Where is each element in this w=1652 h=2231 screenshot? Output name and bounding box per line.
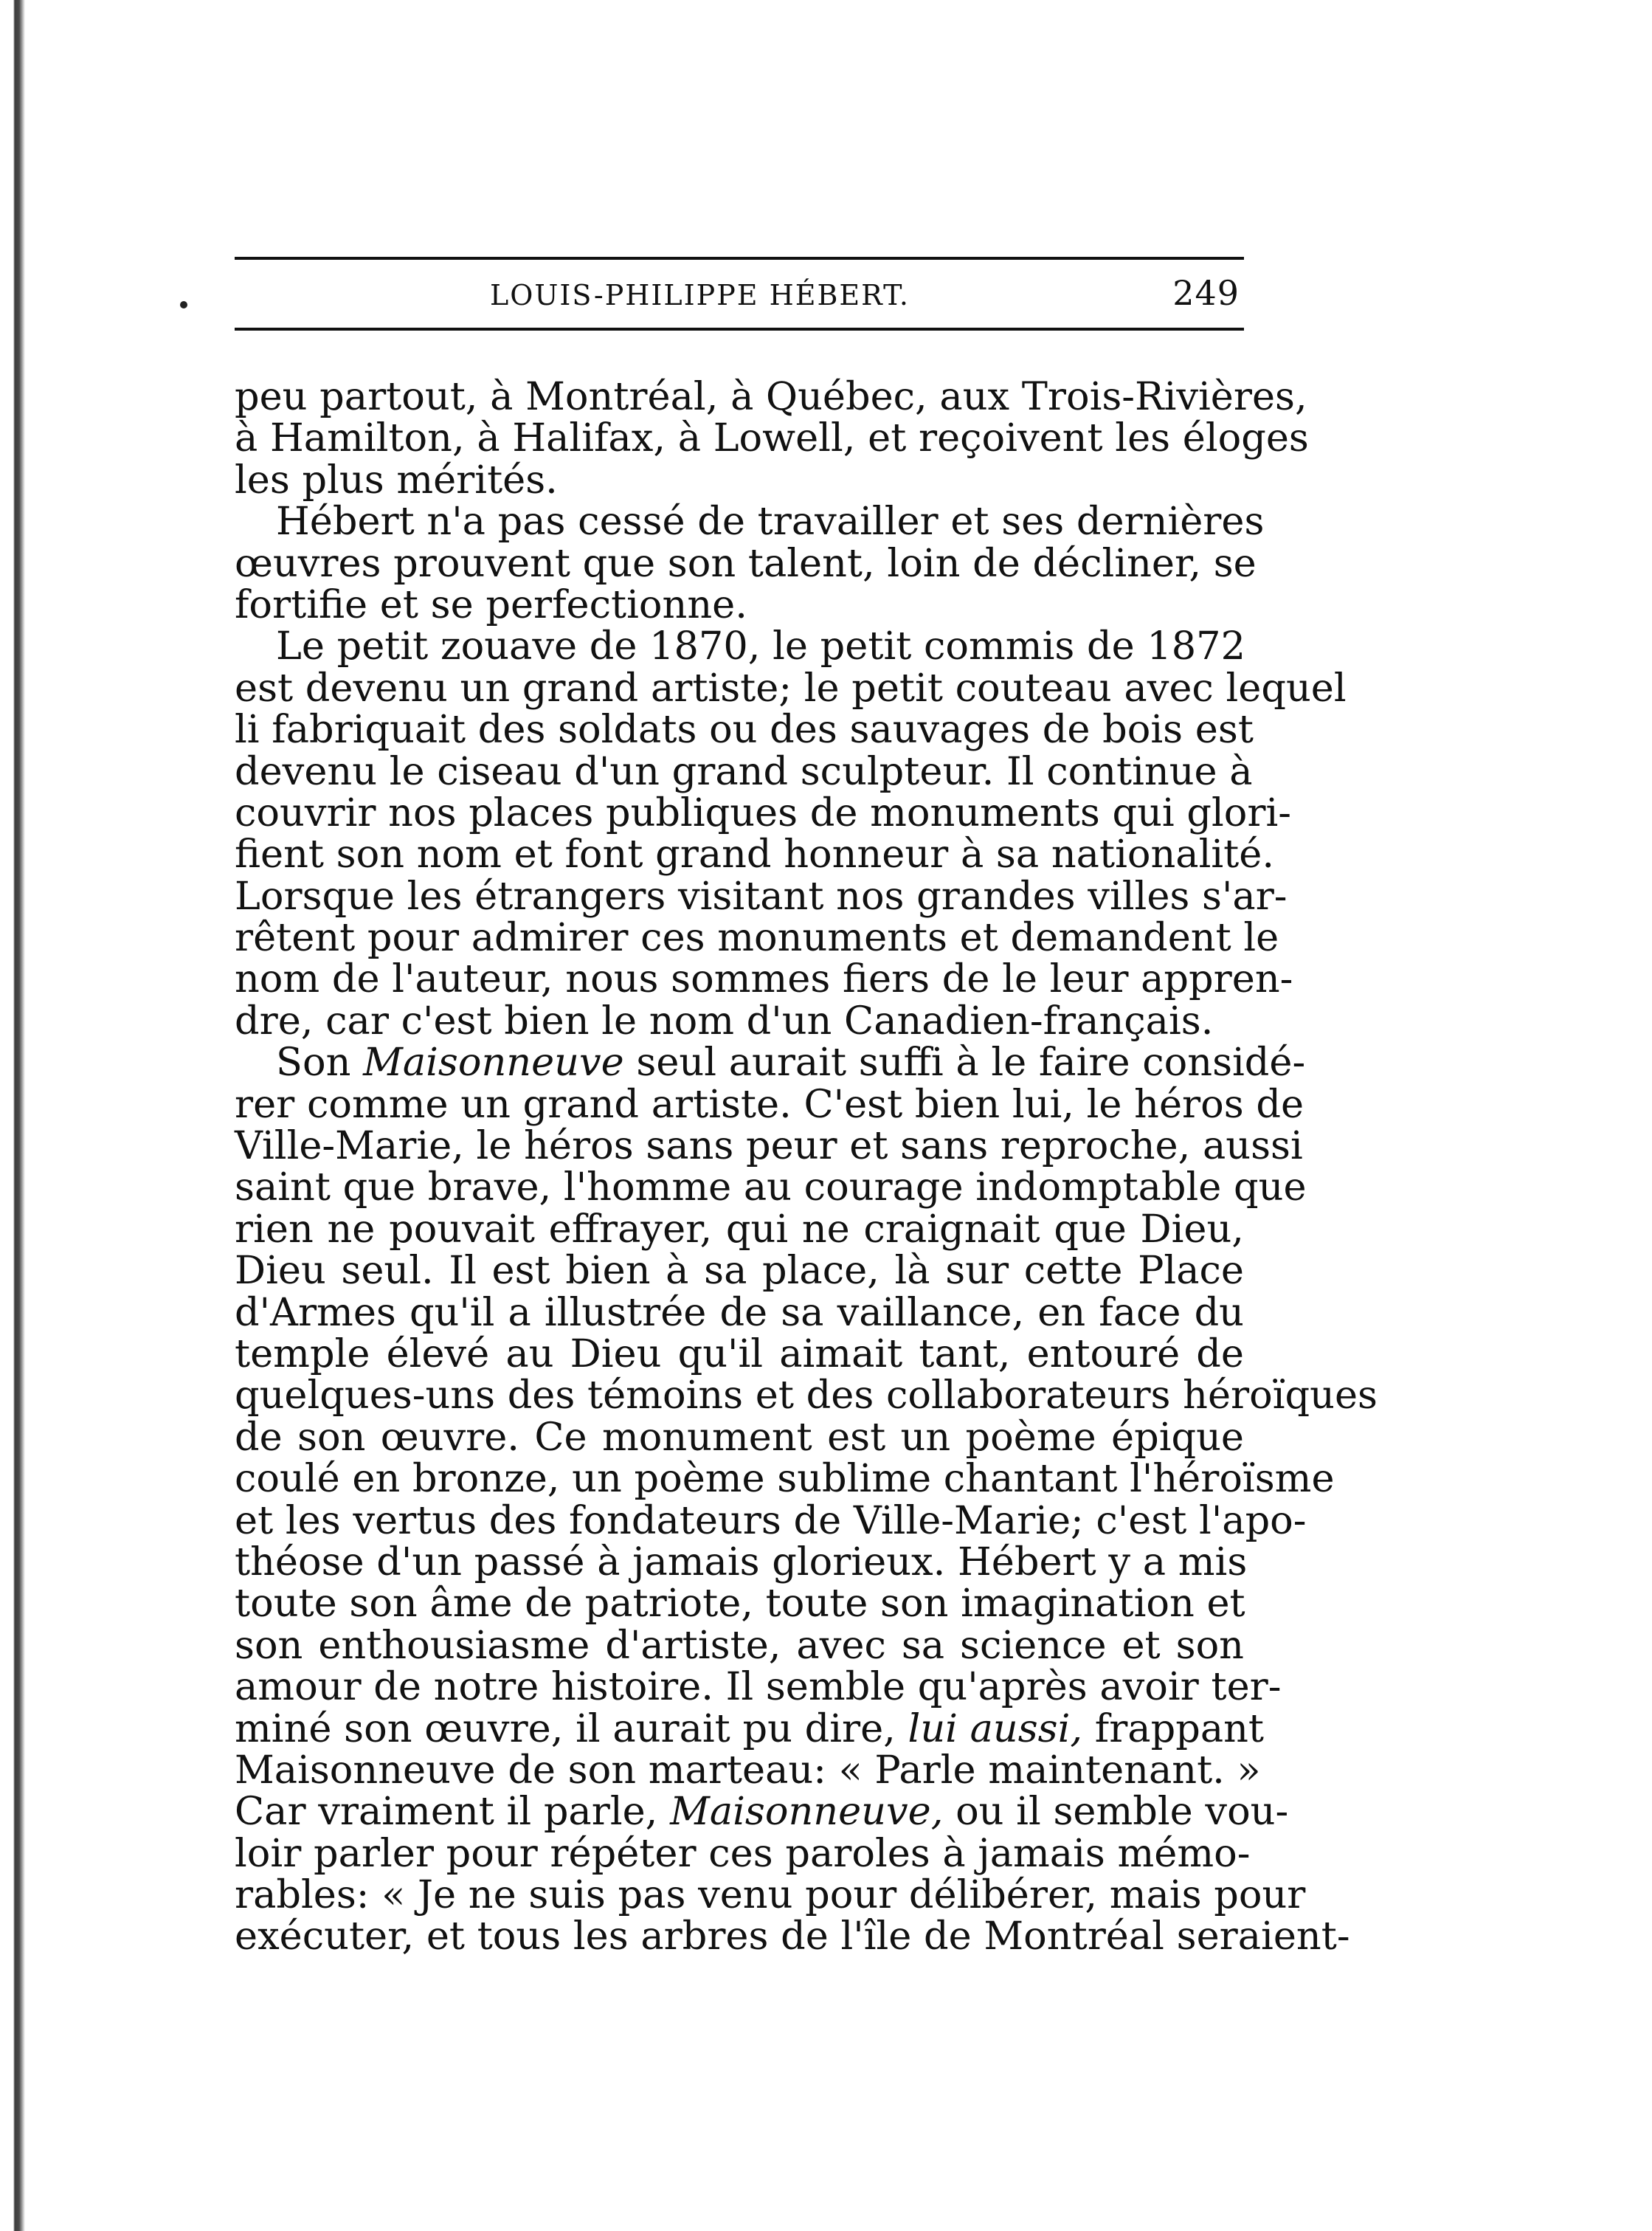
text-line: Maisonneuve de son marteau: « Parle maintenant. »: [235, 1747, 1261, 1793]
text-line: [235, 1789, 1289, 1835]
running-title: LOUIS-PHILIPPE HÉBERT.: [490, 279, 910, 311]
text-line: rien ne pouvait effrayer, qui ne craignait que Dieu,: [235, 1206, 1244, 1252]
text-segment: Car vraiment il parle,: [235, 1789, 671, 1835]
text-line: d'Armes qu'il a illustrée de sa vaillance, en face du: [235, 1289, 1244, 1335]
text-line: nom de l'auteur, nous sommes fiers de le leur appren-: [235, 956, 1293, 1002]
text-line: toute son âme de patriote, toute son imagination et: [235, 1581, 1245, 1627]
text-line: Lorsque les étrangers visitant nos grandes villes s'ar-: [235, 873, 1288, 919]
header-rule-top: [235, 257, 1244, 260]
body-text: [235, 374, 1378, 1959]
text-line: Le petit zouave de 1870, le petit commis de 1872: [276, 624, 1245, 669]
text-line: saint que brave, l'homme au courage indomptable que: [235, 1165, 1307, 1210]
running-head: [235, 273, 1244, 326]
text-line: rer comme un grand artiste. C'est bien lui, le héros de: [235, 1081, 1304, 1127]
book-page: [235, 257, 1378, 1959]
text-line: loir parler pour répéter ces paroles à jamais mémo-: [235, 1830, 1251, 1876]
header-rule-bottom: [235, 328, 1244, 331]
text-line: et les vertus des fondateurs de Ville-Marie; c'est l'apo-: [235, 1497, 1307, 1543]
text-line: Dieu seul. Il est bien à sa place, là sur cette Place: [235, 1248, 1244, 1294]
text-segment: ou il semble vou-: [943, 1789, 1289, 1835]
text-segment: Son: [276, 1040, 364, 1086]
text-line: quelques-uns des témoins et des collaborateurs héroïques: [235, 1373, 1378, 1418]
text-line: amour de notre histoire. Il semble qu'après avoir ter-: [235, 1664, 1282, 1710]
text-line: temple élevé au Dieu qu'il aimait tant, entouré de: [235, 1331, 1244, 1376]
text-line: dre, car c'est bien le nom d'un Canadien-français.: [235, 998, 1214, 1044]
ink-speck: [180, 301, 187, 308]
text-line: coulé en bronze, un poème sublime chantant l'héroïsme: [235, 1456, 1335, 1502]
text-line: [235, 1706, 1265, 1751]
text-line: fient son nom et font grand honneur à sa nationalité.: [235, 832, 1275, 877]
italic-title: Maisonneuve,: [670, 1789, 944, 1835]
text-line: Hébert n'a pas cessé de travailler et ses dernières: [276, 499, 1265, 545]
text-line: Ville-Marie, le héros sans peur et sans reproche, aussi: [235, 1123, 1303, 1169]
text-line: fortifie et se perfectionne.: [235, 582, 747, 627]
text-line: œuvres prouvent que son talent, loin de décliner, se: [235, 540, 1257, 586]
text-line: couvrir nos places publiques de monuments qui glori-: [235, 790, 1292, 835]
text-line: exécuter, et tous les arbres de l'île de Montréal seraient-: [235, 1914, 1350, 1959]
text-line: [235, 1040, 1306, 1086]
text-segment: miné son œuvre, il aurait pu dire,: [235, 1706, 908, 1751]
page-number: 249: [1172, 273, 1240, 313]
text-line: li fabriquait des soldats ou des sauvages de bois est: [235, 707, 1254, 753]
text-line: devenu le ciseau d'un grand sculpteur. Il continue à: [235, 748, 1253, 794]
text-line: rables: « Je ne suis pas venu pour délibérer, mais pour: [235, 1872, 1306, 1918]
text-line: peu partout, à Montréal, à Québec, aux Trois-Rivières,: [235, 374, 1307, 419]
text-line: les plus mérités.: [235, 457, 558, 503]
italic-title: lui aussi,: [908, 1706, 1083, 1751]
text-line: son enthousiasme d'artiste, avec sa science et son: [235, 1622, 1244, 1668]
italic-title: Maisonneuve: [363, 1040, 624, 1086]
text-segment: frappant: [1082, 1706, 1265, 1751]
text-segment: seul aurait suffi à le faire considé-: [623, 1040, 1306, 1086]
text-line: rêtent pour admirer ces monuments et demandent le: [235, 915, 1279, 961]
text-line: à Hamilton, à Halifax, à Lowell, et reçoivent les éloges: [235, 415, 1309, 461]
text-line: théose d'un passé à jamais glorieux. Hébert y a mis: [235, 1539, 1248, 1585]
text-line: de son œuvre. Ce monument est un poème épique: [235, 1414, 1244, 1460]
text-line: est devenu un grand artiste; le petit couteau avec lequel: [235, 665, 1347, 711]
binding-edge: [0, 0, 32, 2231]
